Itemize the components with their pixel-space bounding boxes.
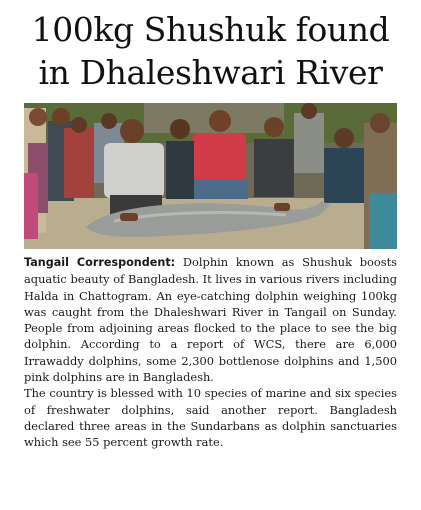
photo-illustration bbox=[24, 103, 397, 249]
dateline: Tangail Correspondent: bbox=[24, 256, 176, 269]
headline-line-1: 100kg Shushuk found bbox=[31, 10, 390, 49]
headline bbox=[0, 8, 421, 94]
news-photo bbox=[24, 103, 397, 249]
article-paragraph-1-text: Dolphin known as Shushuk boosts aquatic beauty of Bangladesh. It lives in various rivers including Halda in Chattogram. An eye-catching dolphin weighing 100kg was caught from the Dhaleshwari River in Tangail on Sunday. People from adjoining areas flocked to the place to see the big dolphin. According to a report of WCS, there are 6,000 Irrawaddy dolphins, some 2,300 bottlenose dolphins and 1,500 pink dolphins are in Bangladesh. bbox=[24, 255, 398, 385]
headline-line-2: in Dhaleshwari River bbox=[38, 53, 383, 92]
article-body bbox=[24, 254, 397, 451]
article-paragraph-1 bbox=[24, 254, 397, 385]
article-paragraph-2: The country is blessed with 10 species of marine and six species of freshwater dolphins, said another report. Bangladesh declared three areas in the Sundarbans as dolphin sanctuaries which see 55 percent growth rate. bbox=[24, 386, 397, 450]
